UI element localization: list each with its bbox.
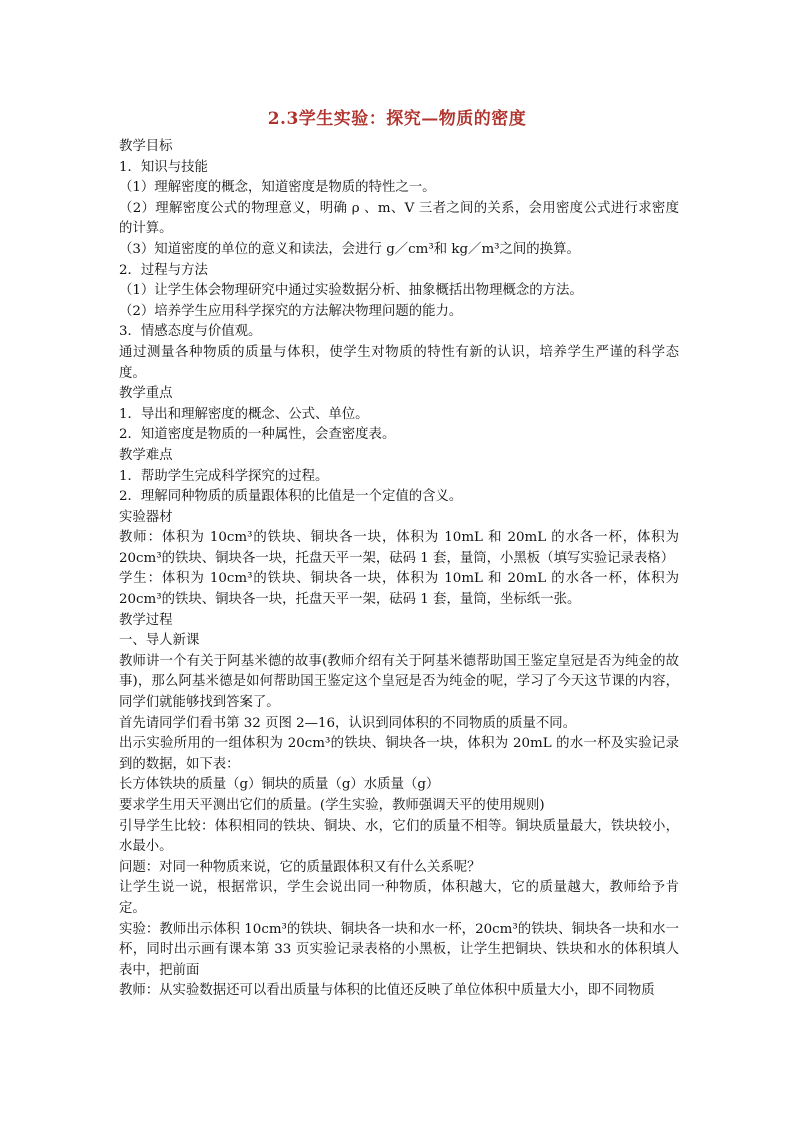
paragraph: 教师：从实验数据还可以看出质量与体积的比值还反映了单位体积中质量大小，即不同物质 bbox=[119, 983, 655, 999]
paragraph: 首先请同学们看书第 32 页图 2—16，认识到同体积的不同物质的质量不同。 bbox=[119, 715, 577, 731]
paragraph: 实验：教师出示体积 10cm³的铁块、铜块各一块和水一杯，20cm³的铁块、铜块各一块和水一杯，同时出示画有课本第 33 页实验记录表格的小黑板，让学生把铜块、铁块和水的体积填人表中，把前面 bbox=[119, 921, 679, 978]
paragraph: （2）理解密度公式的物理意义，明确 ρ 、m、V 三者之间的关系，会用密度公式进行求密度的计算。 bbox=[119, 200, 679, 237]
section-heading-objectives: 教学目标 bbox=[119, 139, 173, 154]
paragraph: 让学生说一说，根据常识，学生会说出同一种物质，体积越大，它的质量越大，教师给予肯定。 bbox=[119, 880, 679, 916]
document-body bbox=[119, 137, 679, 1002]
paragraph: 教师讲一个有关于阿基米德的故事(教师介绍有关于阿基米德帮助国王鉴定皇冠是否为纯金的故事)，那么阿基米德是如何帮助国王鉴定这个皇冠是否为纯金的呢，学习了今天这节课的内容，同学们就能够找到答案了。 bbox=[119, 653, 679, 711]
paragraph: （3）知道密度的单位的意义和读法，会进行 g／cm³和 kg／m³之间的换算。 bbox=[119, 241, 580, 257]
paragraph: 通过测量各种物质的质量与体积，使学生对物质的特性有新的认识，培养学生严谨的科学态度。 bbox=[119, 344, 679, 381]
section-heading-difficulties: 教学难点 bbox=[119, 447, 173, 463]
paragraph: 教师：体积为 10cm³的铁块、铜块各一块，体积为 10mL 和 20mL 的水各一杯，体积为 20cm³的铁块、铜块各一块，托盘天平一架，砝码 1 套，量筒，小黑板（填写实验记录表格） bbox=[119, 530, 679, 566]
subheading: 一、导人新课 bbox=[119, 633, 200, 649]
subheading: 2．过程与方法 bbox=[119, 262, 208, 278]
paragraph: 长方体铁块的质量（g）铜块的质量（g）水质量（g） bbox=[119, 777, 440, 793]
paragraph: （1）让学生体会物理研究中通过实验数据分析、抽象概括出物理概念的方法。 bbox=[119, 283, 583, 299]
paragraph: 出示实验所用的一组体积为 20cm³的铁块、铜块各一块，体积为 20mL 的水一杯及实验记录到的数据，如下表： bbox=[119, 736, 679, 772]
paragraph: 要求学生用天平测出它们的质量。(学生实验，教师强调天平的使用规则) bbox=[119, 798, 545, 813]
paragraph: （1）理解密度的概念，知道密度是物质的特性之一。 bbox=[119, 180, 436, 196]
section-heading-key-points: 教学重点 bbox=[119, 386, 173, 402]
subheading: 1．知识与技能 bbox=[119, 159, 208, 175]
paragraph: 问题：对同一种物质来说，它的质量跟体积又有什么关系呢？ bbox=[119, 859, 481, 875]
document-title: 2.3学生实验：探究—物质的密度 bbox=[267, 109, 527, 129]
section-heading-equipment: 实验器材 bbox=[119, 509, 173, 525]
paragraph: 学生：体积为 10cm³的铁块、铜块各一块，体积为 10mL 和 20mL 的水各一杯，体积为 20cm³的铁块、铜块各一块，托盘天平一架，砝码 1 套，量筒，坐标纸一张。 bbox=[119, 571, 679, 608]
section-heading-process: 教学过程 bbox=[119, 612, 173, 628]
paragraph: （2）培养学生应用科学探究的方法解决物理问题的能力。 bbox=[119, 303, 463, 319]
paragraph: 1．导出和理解密度的概念、公式、单位。 bbox=[119, 406, 369, 422]
paragraph: 1．帮助学生完成科学探究的过程。 bbox=[119, 468, 329, 484]
paragraph: 引导学生比较：体积相同的铁块、铜块、水，它们的质量不相等。铜块质量最大，铁块较小，水最小。 bbox=[119, 818, 679, 855]
paragraph: 2．理解同种物质的质量跟体积的比值是一个定值的含义。 bbox=[119, 489, 463, 505]
paragraph: 2．知道密度是物质的一种属性，会查密度表。 bbox=[119, 427, 396, 443]
subheading: 3．情感态度与价值观。 bbox=[119, 324, 262, 340]
